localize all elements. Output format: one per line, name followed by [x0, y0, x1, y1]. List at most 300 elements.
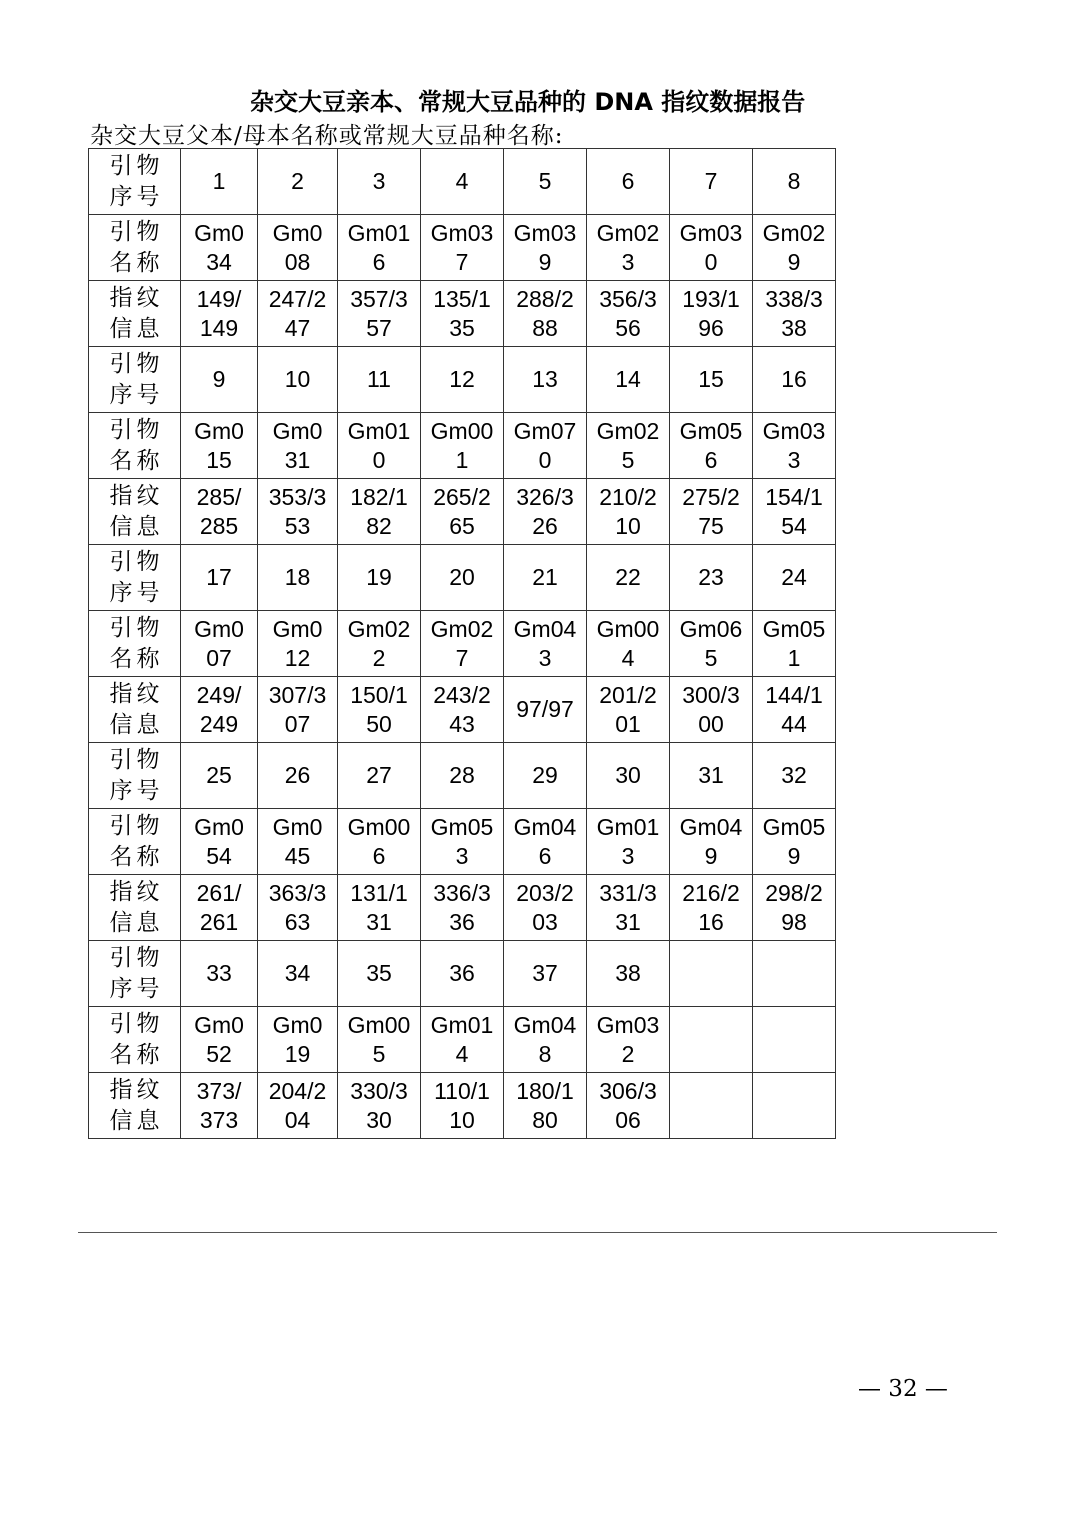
- page-title: 杂交大豆亲本、常规大豆品种的 DNA 指纹数据报告: [250, 88, 806, 116]
- primer-seq-value: 19: [366, 564, 392, 590]
- primer-seq-value: 37: [532, 960, 558, 986]
- primer-seq-value: 29: [532, 762, 558, 788]
- table-cell: [421, 479, 504, 545]
- primer-seq-value: 22: [615, 564, 641, 590]
- fingerprint-value: 149: [199, 314, 239, 341]
- primer-seq-row: [89, 149, 836, 215]
- row-label: [89, 215, 181, 281]
- primer-name-value: Gm0: [194, 615, 244, 642]
- table-cell: [670, 743, 753, 809]
- primer-name-value: Gm04: [513, 615, 577, 642]
- row-label-line: 指纹: [109, 284, 164, 311]
- primer-name-value: 07: [206, 644, 232, 671]
- fingerprint-value: 275/2: [682, 483, 740, 510]
- primer-name-value: 31: [284, 446, 311, 473]
- table-cell: [587, 809, 670, 875]
- table-cell: [753, 809, 836, 875]
- table-cell: [421, 1007, 504, 1073]
- primer-name-value: 54: [206, 842, 232, 869]
- primer-name-value: Gm02: [430, 615, 494, 642]
- table-cell: [753, 149, 836, 215]
- table-cell: [338, 941, 421, 1007]
- table-cell: [338, 149, 421, 215]
- fingerprint-row: [89, 1073, 836, 1139]
- table-body: [89, 149, 836, 1139]
- table-cell: [587, 479, 670, 545]
- table-cell: [504, 413, 587, 479]
- primer-seq-value: 6: [621, 168, 635, 194]
- fingerprint-value: 10: [615, 512, 641, 539]
- primer-seq-value: 20: [449, 564, 475, 590]
- table-cell: [181, 149, 258, 215]
- table-cell: [338, 677, 421, 743]
- primer-name-value: Gm03: [513, 219, 577, 246]
- table-cell: [338, 347, 421, 413]
- primer-name-value: 7: [455, 248, 469, 275]
- table-cell: [753, 1007, 836, 1073]
- primer-seq-value: 17: [206, 564, 232, 590]
- row-label-line: 指纹: [109, 878, 164, 905]
- fingerprint-value: 110/1: [434, 1077, 490, 1104]
- table-cell: [258, 281, 338, 347]
- primer-seq-row: [89, 545, 836, 611]
- primer-name-value: Gm04: [513, 1011, 577, 1038]
- primer-seq-value: 11: [367, 366, 391, 392]
- fingerprint-value: 38: [781, 314, 807, 341]
- fingerprint-value: 31: [366, 908, 392, 935]
- fingerprint-value: 210/2: [599, 483, 657, 510]
- primer-name-value: Gm03: [430, 219, 494, 246]
- fingerprint-value: 288/2: [516, 285, 574, 312]
- table-cell: [181, 347, 258, 413]
- primer-name-value: 5: [621, 446, 635, 473]
- row-label: [89, 281, 181, 347]
- primer-name-value: Gm06: [679, 615, 743, 642]
- table-cell: [181, 281, 258, 347]
- fingerprint-value: 204/2: [268, 1077, 327, 1104]
- primer-name-value: 8: [538, 1040, 552, 1067]
- primer-name-value: 1: [787, 644, 801, 671]
- table-cell: [258, 413, 338, 479]
- fingerprint-value: 97/97: [516, 696, 574, 722]
- table-cell: [181, 941, 258, 1007]
- primer-name-value: Gm00: [430, 417, 494, 444]
- table-cell: [587, 1073, 670, 1139]
- primer-name-value: Gm0: [272, 219, 323, 246]
- fingerprint-value: 53: [284, 512, 311, 539]
- table-cell: [587, 875, 670, 941]
- table-cell: [504, 545, 587, 611]
- primer-name-value: 15: [206, 446, 232, 473]
- table-cell: [670, 941, 753, 1007]
- table-cell: [670, 149, 753, 215]
- row-label-line: 引物: [109, 746, 164, 773]
- fingerprint-value: 353/3: [268, 483, 327, 510]
- table-cell: [421, 215, 504, 281]
- table-cell: [753, 743, 836, 809]
- table-cell: [338, 809, 421, 875]
- row-label-line: 名称: [109, 1041, 164, 1068]
- fingerprint-value: 247/2: [268, 285, 327, 312]
- primer-seq-value: 23: [698, 564, 724, 590]
- fingerprint-value: 249/: [196, 681, 242, 708]
- row-label: [89, 1007, 181, 1073]
- row-label-line: 序号: [109, 183, 164, 210]
- fingerprint-value: 285: [199, 512, 239, 539]
- fingerprint-value: 149/: [196, 285, 242, 312]
- fingerprint-value: 01: [615, 710, 641, 737]
- table-cell: [421, 149, 504, 215]
- fingerprint-value: 336/3: [433, 879, 491, 906]
- table-cell: [421, 347, 504, 413]
- table-cell: [753, 215, 836, 281]
- primer-seq-value: 18: [284, 564, 311, 590]
- table-cell: [421, 281, 504, 347]
- primer-name-value: Gm01: [596, 813, 660, 840]
- table-cell: [258, 875, 338, 941]
- table-cell: [753, 875, 836, 941]
- primer-seq-value: 31: [698, 762, 724, 788]
- table-cell: [670, 1073, 753, 1139]
- table-cell: [753, 1073, 836, 1139]
- table-cell: [670, 479, 753, 545]
- fingerprint-value: 131/1: [350, 879, 408, 906]
- fingerprint-value: 96: [698, 314, 724, 341]
- fingerprint-value: 82: [366, 512, 392, 539]
- fingerprint-value: 154/1: [765, 483, 823, 510]
- table-cell: [421, 941, 504, 1007]
- primer-name-value: Gm05: [679, 417, 743, 444]
- fingerprint-value: 47: [284, 314, 311, 341]
- fingerprint-value: 56: [615, 314, 641, 341]
- fingerprint-value: 26: [532, 512, 558, 539]
- row-label: [89, 611, 181, 677]
- table-cell: [504, 1073, 587, 1139]
- primer-seq-row: [89, 743, 836, 809]
- primer-name-value: Gm07: [513, 417, 577, 444]
- table-cell: [504, 611, 587, 677]
- primer-seq-value: 4: [455, 168, 469, 194]
- row-label-line: 信息: [109, 315, 164, 342]
- row-label-line: 引物: [109, 1010, 164, 1037]
- row-label-line: 引物: [109, 416, 164, 443]
- primer-seq-value: 30: [615, 762, 641, 788]
- primer-name-value: Gm04: [679, 813, 743, 840]
- table-cell: [587, 611, 670, 677]
- primer-seq-value: 12: [449, 366, 475, 392]
- row-label: [89, 347, 181, 413]
- fingerprint-value: 65: [449, 512, 475, 539]
- primer-name-value: Gm02: [596, 219, 660, 246]
- primer-seq-value: 7: [704, 168, 718, 194]
- primer-name-value: 52: [206, 1040, 232, 1067]
- table-cell: [504, 215, 587, 281]
- table-cell: [181, 479, 258, 545]
- fingerprint-value: 50: [366, 710, 392, 737]
- fingerprint-value: 36: [449, 908, 475, 935]
- fingerprint-value: 330/3: [350, 1077, 408, 1104]
- row-label-line: 序号: [109, 579, 164, 606]
- table-cell: [753, 413, 836, 479]
- table-cell: [258, 1007, 338, 1073]
- primer-seq-value: 3: [372, 168, 386, 194]
- row-label: [89, 743, 181, 809]
- primer-name-value: Gm03: [762, 417, 826, 444]
- table-cell: [421, 413, 504, 479]
- row-label-line: 序号: [109, 381, 164, 408]
- table-cell: [181, 611, 258, 677]
- table-cell: [258, 545, 338, 611]
- primer-seq-value: 5: [538, 168, 552, 194]
- table-cell: [670, 281, 753, 347]
- table-cell: [670, 809, 753, 875]
- primer-seq-value: 8: [787, 168, 801, 194]
- primer-name-row: [89, 611, 836, 677]
- table-cell: [338, 875, 421, 941]
- row-label-line: 信息: [109, 909, 164, 936]
- primer-seq-value: 14: [615, 366, 641, 392]
- row-label-line: 信息: [109, 513, 164, 540]
- fingerprint-value: 30: [366, 1106, 392, 1133]
- table-cell: [181, 809, 258, 875]
- primer-name-value: 5: [704, 644, 718, 671]
- table-cell: [587, 743, 670, 809]
- primer-name-value: Gm05: [430, 813, 494, 840]
- table-cell: [181, 545, 258, 611]
- primer-seq-value: 28: [449, 762, 475, 788]
- primer-name-value: 9: [787, 248, 801, 275]
- row-label-line: 名称: [109, 843, 164, 870]
- primer-seq-row: [89, 941, 836, 1007]
- primer-name-value: Gm0: [272, 1011, 323, 1038]
- primer-seq-value: 10: [284, 366, 311, 392]
- fingerprint-row: [89, 677, 836, 743]
- table-cell: [338, 1007, 421, 1073]
- row-label-line: 指纹: [109, 680, 164, 707]
- fingerprint-value: 80: [532, 1106, 558, 1133]
- fingerprint-value: 04: [284, 1106, 311, 1133]
- table-cell: [338, 479, 421, 545]
- dna-fingerprint-table: [88, 148, 836, 1139]
- fingerprint-value: 306/3: [599, 1077, 657, 1104]
- fingerprint-value: 326/3: [516, 483, 574, 510]
- fingerprint-value: 363/3: [268, 879, 327, 906]
- row-label-line: 引物: [109, 152, 164, 179]
- fingerprint-value: 44: [781, 710, 807, 737]
- table-cell: [504, 149, 587, 215]
- row-label-line: 指纹: [109, 1076, 164, 1103]
- table-cell: [258, 941, 338, 1007]
- table-cell: [753, 941, 836, 1007]
- fingerprint-value: 10: [449, 1106, 475, 1133]
- row-label-line: 引物: [109, 548, 164, 575]
- row-label: [89, 941, 181, 1007]
- table-cell: [504, 809, 587, 875]
- primer-name-value: 1: [455, 446, 469, 473]
- fingerprint-value: 201/2: [599, 681, 657, 708]
- fingerprint-value: 298/2: [765, 879, 823, 906]
- table-cell: [181, 1007, 258, 1073]
- fingerprint-value: 193/1: [682, 285, 740, 312]
- primer-name-value: Gm04: [513, 813, 577, 840]
- fingerprint-value: 216/2: [682, 879, 740, 906]
- table-cell: [181, 743, 258, 809]
- row-label-line: 信息: [109, 1107, 164, 1134]
- table-cell: [587, 677, 670, 743]
- primer-name-value: 6: [704, 446, 718, 473]
- primer-name-value: Gm0: [272, 813, 323, 840]
- table-cell: [504, 875, 587, 941]
- table-cell: [753, 677, 836, 743]
- fingerprint-value: 16: [698, 908, 724, 935]
- fingerprint-value: 265/2: [433, 483, 491, 510]
- table-cell: [421, 743, 504, 809]
- table-cell: [258, 149, 338, 215]
- fingerprint-value: 54: [781, 512, 807, 539]
- primer-name-value: 6: [372, 842, 386, 869]
- primer-name-value: 3: [455, 842, 469, 869]
- primer-name-value: Gm00: [347, 1011, 411, 1038]
- primer-name-value: Gm02: [596, 417, 660, 444]
- primer-seq-value: 32: [781, 762, 807, 788]
- row-label-line: 信息: [109, 711, 164, 738]
- primer-name-value: Gm03: [679, 219, 743, 246]
- table-cell: [753, 347, 836, 413]
- table-cell: [587, 1007, 670, 1073]
- row-label: [89, 677, 181, 743]
- primer-name-value: 9: [787, 842, 801, 869]
- page-number: — 32 —: [858, 1376, 948, 1402]
- primer-name-value: Gm02: [762, 219, 826, 246]
- fingerprint-value: 144/1: [765, 681, 823, 708]
- row-label: [89, 1073, 181, 1139]
- primer-name-row: [89, 1007, 836, 1073]
- primer-name-value: 3: [787, 446, 801, 473]
- fingerprint-value: 261: [199, 908, 239, 935]
- primer-name-value: Gm05: [762, 615, 826, 642]
- fingerprint-value: 03: [532, 908, 558, 935]
- fingerprint-row: [89, 875, 836, 941]
- table-cell: [258, 215, 338, 281]
- fingerprint-value: 150/1: [350, 681, 408, 708]
- primer-name-value: 2: [372, 644, 386, 671]
- primer-name-row: [89, 809, 836, 875]
- table-cell: [421, 875, 504, 941]
- table-cell: [504, 677, 587, 743]
- table-cell: [338, 611, 421, 677]
- fingerprint-value: 63: [284, 908, 311, 935]
- footer-divider: [78, 1232, 997, 1233]
- primer-seq-value: 9: [212, 366, 226, 392]
- primer-name-value: Gm0: [272, 615, 323, 642]
- table-cell: [338, 281, 421, 347]
- table-cell: [258, 743, 338, 809]
- table-cell: [753, 611, 836, 677]
- row-label: [89, 413, 181, 479]
- primer-name-value: 7: [455, 644, 469, 671]
- primer-name-value: Gm01: [347, 417, 411, 444]
- fingerprint-value: 31: [615, 908, 641, 935]
- primer-name-value: Gm0: [194, 1011, 244, 1038]
- table-cell: [181, 1073, 258, 1139]
- table-cell: [421, 611, 504, 677]
- fingerprint-value: 357/3: [350, 285, 408, 312]
- fingerprint-row: [89, 479, 836, 545]
- row-label-line: 序号: [109, 975, 164, 1002]
- primer-name-value: 0: [372, 446, 386, 473]
- table-cell: [670, 413, 753, 479]
- primer-name-value: 6: [538, 842, 552, 869]
- primer-seq-value: 26: [284, 762, 311, 788]
- primer-name-value: 3: [621, 248, 635, 275]
- fingerprint-value: 356/3: [599, 285, 657, 312]
- row-label-line: 引物: [109, 218, 164, 245]
- primer-seq-value: 35: [366, 960, 392, 986]
- row-label-line: 引物: [109, 614, 164, 641]
- table-cell: [587, 545, 670, 611]
- primer-name-value: Gm0: [272, 417, 323, 444]
- fingerprint-value: 203/2: [516, 879, 574, 906]
- primer-name-value: 4: [621, 644, 635, 671]
- primer-seq-value: 36: [449, 960, 475, 986]
- primer-seq-value: 34: [284, 960, 311, 986]
- primer-name-value: 9: [704, 842, 718, 869]
- variety-name-label: 杂交大豆父本/母本名称或常规大豆品种名称:: [90, 123, 564, 149]
- table-cell: [670, 1007, 753, 1073]
- primer-name-value: 9: [538, 248, 552, 275]
- table-cell: [670, 875, 753, 941]
- primer-seq-row: [89, 347, 836, 413]
- primer-seq-value: 27: [366, 762, 392, 788]
- table-cell: [587, 281, 670, 347]
- fingerprint-value: 98: [781, 908, 807, 935]
- fingerprint-value: 307/3: [268, 681, 327, 708]
- table-cell: [753, 281, 836, 347]
- primer-name-value: 2: [621, 1040, 635, 1067]
- fingerprint-value: 285/: [196, 483, 242, 510]
- primer-seq-value: 33: [206, 960, 232, 986]
- fingerprint-value: 35: [449, 314, 475, 341]
- fingerprint-value: 07: [284, 710, 311, 737]
- primer-name-value: Gm05: [762, 813, 826, 840]
- fingerprint-value: 373/: [196, 1077, 242, 1104]
- table-cell: [587, 149, 670, 215]
- table-cell: [587, 413, 670, 479]
- table-cell: [181, 875, 258, 941]
- primer-name-value: 0: [704, 248, 718, 275]
- row-label-line: 引物: [109, 944, 164, 971]
- fingerprint-value: 338/3: [765, 285, 823, 312]
- fingerprint-value: 43: [449, 710, 475, 737]
- fingerprint-value: 135/1: [433, 285, 491, 312]
- fingerprint-value: 182/1: [350, 483, 408, 510]
- table-cell: [504, 347, 587, 413]
- table-cell: [338, 743, 421, 809]
- table-cell: [421, 809, 504, 875]
- primer-name-value: Gm0: [194, 417, 244, 444]
- table-cell: [670, 611, 753, 677]
- primer-name-value: 6: [372, 248, 386, 275]
- row-label-line: 名称: [109, 447, 164, 474]
- primer-name-value: Gm02: [347, 615, 411, 642]
- table-cell: [587, 215, 670, 281]
- primer-name-value: Gm0: [194, 813, 244, 840]
- table-cell: [258, 677, 338, 743]
- table-cell: [258, 347, 338, 413]
- table-cell: [181, 413, 258, 479]
- primer-seq-value: 25: [206, 762, 232, 788]
- table-cell: [181, 215, 258, 281]
